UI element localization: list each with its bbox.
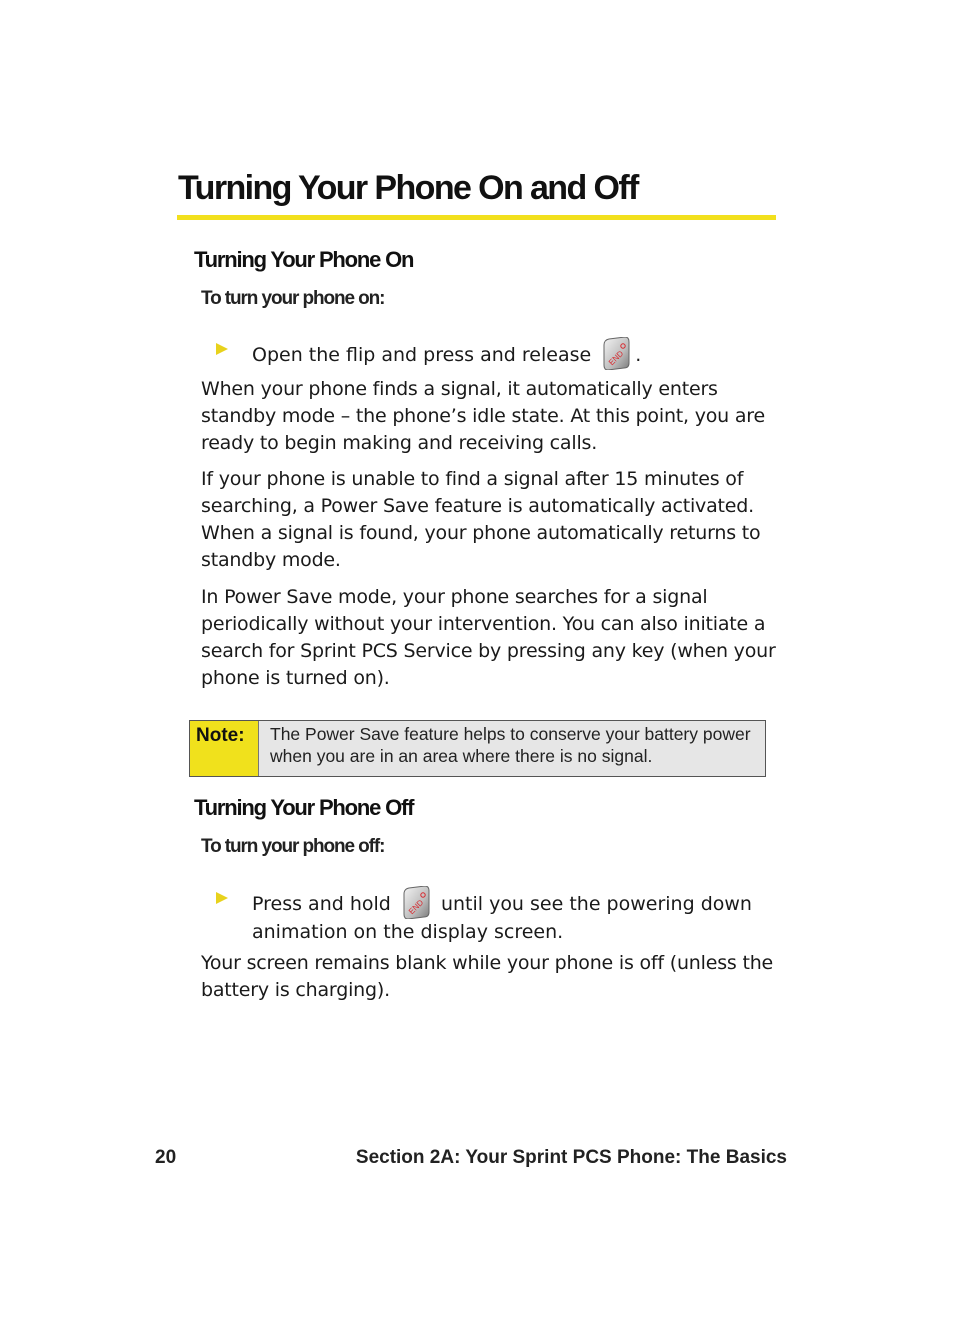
note-label-cell: [190, 721, 259, 776]
svg-text:END: END: [607, 348, 626, 368]
step-text-before: Open the flip and press and release: [252, 344, 592, 366]
section-heading-off: Turning Your Phone Off: [194, 795, 414, 820]
procedure-label-off: To turn your phone off:: [201, 836, 385, 857]
bullet-arrow-icon: [216, 892, 228, 904]
paragraph-standby: When your phone finds a signal, it automatically enters standby mode – the phone’s idle state. At this point, you are ready to begin making and receiving calls.: [201, 378, 765, 454]
page-number: 20: [155, 1147, 177, 1168]
page-title: Turning Your Phone On and Off: [178, 169, 638, 207]
note-label: Note:: [196, 725, 245, 746]
title-underline: [177, 215, 776, 220]
paragraph-power-save: If your phone is unable to find a signal after 15 minutes of searching, a Power Save feature is automatically activated. When a signal is found, your phone automatically returns to standby mode.: [201, 468, 761, 571]
paragraph-power-save-mode: In Power Save mode, your phone searches for a signal periodically without your intervention. You can also initiate a search for Sprint PCS Service by pressing any key (when your phone is turned on).: [201, 586, 776, 689]
note-box: [189, 720, 766, 777]
step-text: [252, 337, 792, 370]
step-text-after: until you see the powering down animation on the display screen.: [252, 893, 752, 943]
step-text: [252, 886, 792, 946]
end-key-icon: [401, 886, 431, 919]
note-text: The Power Save feature helps to conserve your battery power when you are in an area where there is no signal.: [270, 724, 751, 766]
paragraph-screen-blank: Your screen remains blank while your phone is off (unless the battery is charging).: [201, 952, 774, 1001]
bullet-arrow-icon: [216, 343, 228, 355]
section-heading-on: Turning Your Phone On: [194, 247, 414, 272]
step-text-after: .: [635, 344, 642, 366]
step-text-before: Press and hold: [252, 893, 391, 915]
section-footer: Section 2A: Your Sprint PCS Phone: The Basics: [355, 1147, 787, 1168]
svg-text:END: END: [406, 897, 426, 917]
end-key-icon: [601, 337, 631, 370]
procedure-label-on: To turn your phone on:: [201, 288, 385, 309]
